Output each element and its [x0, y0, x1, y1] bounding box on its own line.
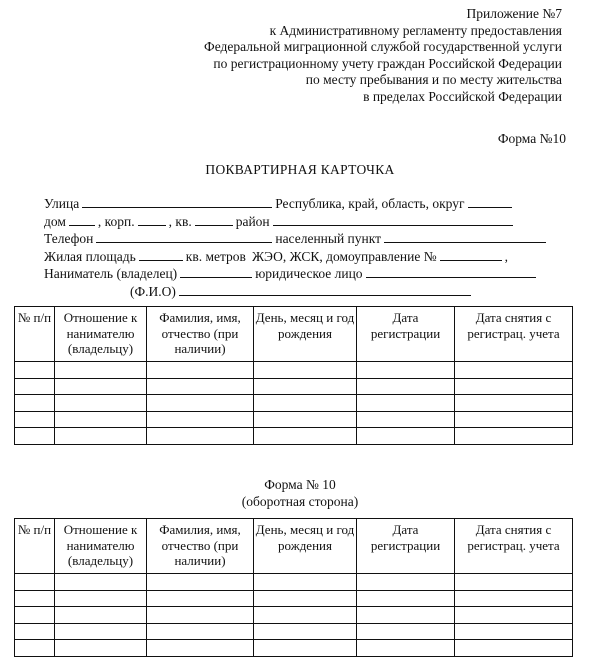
appendix-line: по регистрационному учету граждан Российской Федерации	[213, 55, 562, 71]
registration-table-front	[14, 306, 573, 445]
table-row	[15, 623, 573, 640]
column-header-relation: Отношение к нанимателю (владельцу)	[55, 307, 147, 362]
building-label: , корп.	[97, 213, 135, 229]
back-subtitle: (оборотная сторона)	[241, 494, 359, 509]
table-row	[15, 428, 573, 445]
table-row	[15, 590, 573, 607]
table-row	[15, 362, 573, 379]
living-area-blank[interactable]	[139, 248, 183, 261]
column-header-name: Фамилия, имя, отчество (при наличии)	[147, 307, 254, 362]
legal-entity-label: юридическое лицо	[255, 266, 363, 282]
column-header-number: № п/п	[15, 519, 55, 574]
legal-entity-blank[interactable]	[366, 265, 536, 278]
apartment-label: , кв.	[168, 213, 192, 229]
table-row	[15, 411, 573, 428]
settlement-label: населенный пункт	[275, 231, 382, 247]
field-row-area	[44, 248, 564, 266]
living-area-label: Жилая площадь	[44, 248, 136, 264]
tenant-label: Наниматель (владелец)	[44, 266, 178, 282]
region-blank[interactable]	[468, 195, 512, 208]
registration-table-back	[14, 518, 573, 657]
form-number-label: Форма №10	[497, 131, 566, 146]
phone-label: Телефон	[44, 231, 94, 247]
table-header-row	[15, 519, 573, 574]
fio-blank[interactable]	[179, 283, 471, 296]
table-row	[15, 640, 573, 657]
settlement-blank[interactable]	[384, 230, 546, 243]
table-row	[15, 607, 573, 624]
appendix-line: в пределах Российской Федерации	[363, 88, 562, 104]
district-label: район	[235, 213, 270, 229]
sq-meters-label: кв. метров	[185, 248, 246, 264]
comma-label: ,	[504, 248, 508, 264]
column-header-birth-date: День, месяц и год рождения	[254, 519, 357, 574]
tenant-blank[interactable]	[180, 265, 252, 278]
appendix-header	[92, 6, 562, 105]
fio-label: (Ф.И.О)	[130, 283, 176, 299]
apartment-blank[interactable]	[195, 213, 233, 226]
appendix-line: к Административному регламенту предоставления	[269, 22, 562, 38]
address-fields	[44, 195, 564, 301]
table-row	[15, 378, 573, 395]
street-blank[interactable]	[82, 195, 272, 208]
field-row-street	[44, 195, 564, 213]
street-label: Улица	[44, 196, 80, 211]
table-row	[15, 574, 573, 591]
house-blank[interactable]	[69, 213, 95, 226]
region-label: Республика, край, область, округ	[275, 196, 465, 211]
field-row-tenant	[44, 265, 564, 283]
field-row-house	[44, 213, 564, 231]
field-row-fio	[44, 283, 564, 301]
table-row	[15, 395, 573, 412]
column-header-name: Фамилия, имя, отчество (при наличии)	[147, 519, 254, 574]
table-header-row	[15, 307, 573, 362]
building-blank[interactable]	[138, 213, 166, 226]
house-label: дом	[44, 213, 66, 229]
field-row-phone	[44, 230, 564, 248]
column-header-birth-date: День, месяц и год рождения	[254, 307, 357, 362]
appendix-line: по месту пребывания и по месту жительства	[305, 72, 562, 87]
phone-blank[interactable]	[96, 230, 272, 243]
column-header-number: № п/п	[15, 307, 55, 362]
appendix-line: Федеральной миграционной службой государственной услуги	[204, 39, 562, 54]
back-form-label: Форма № 10	[264, 477, 336, 492]
back-side-heading	[0, 476, 600, 510]
district-blank[interactable]	[273, 213, 513, 226]
column-header-relation: Отношение к нанимателю (владельцу)	[55, 519, 147, 574]
housing-office-label: ЖЭО, ЖСК, домоуправление №	[251, 248, 437, 264]
column-header-deregistration-date: Дата снятия с регистрац. учета	[455, 307, 573, 362]
column-header-deregistration-date: Дата снятия с регистрац. учета	[455, 519, 573, 574]
column-header-registration-date: Дата регистрации	[357, 519, 455, 574]
housing-office-blank[interactable]	[440, 248, 502, 261]
column-header-registration-date: Дата регистрации	[357, 307, 455, 362]
appendix-line: Приложение №7	[466, 6, 562, 21]
document-title: ПОКВАРТИРНАЯ КАРТОЧКА	[205, 162, 395, 177]
